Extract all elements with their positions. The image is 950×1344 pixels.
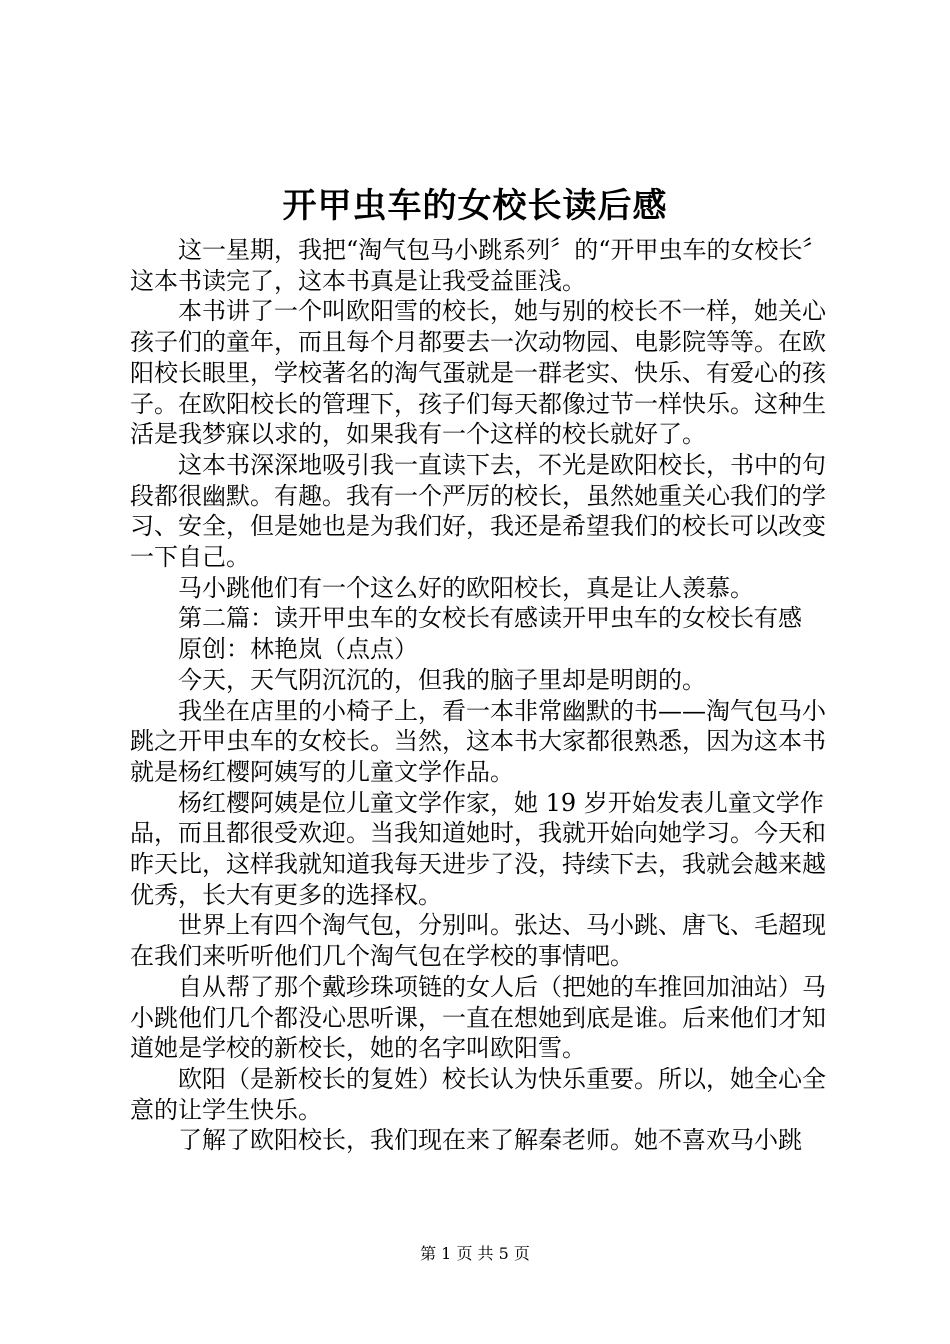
author-line: 原创：林艳岚（点点）: [178, 635, 418, 664]
paragraph: 我坐在店里的小椅子上，看一本非常幽默的书——淘气包马小跳之开甲虫车的女校长。当然，这本书大家都很熟悉，因为这本书就是杨红樱阿姨写的儿童文学作品。: [130, 696, 826, 786]
paragraph: 今天，天气阴沉沉的，但我的脑子里却是明朗的。: [178, 665, 706, 694]
document-body: [130, 235, 840, 1156]
document-title: 开甲虫车的女校长读后感: [282, 186, 668, 226]
paragraph: 这一星期，我把“淘气包马小跳系列〞的“开甲虫车的女校长〞这本书读完了，这本书真是让我受益匪浅。: [130, 236, 827, 295]
paragraph: 了解了欧阳校长，我们现在来了解秦老师。她不喜欢马小跳: [178, 1126, 802, 1155]
paragraph: 马小跳他们有一个这么好的欧阳校长，真是让人羡慕。: [178, 573, 754, 602]
paragraph: 这本书深深地吸引我一直读下去，不光是欧阳校长，书中的句段都很幽默。有趣。我有一个严厉的校长，虽然她重关心我们的学习、安全，但是她也是为我们好，我还是希望我们的校长可以改变一下自己。: [130, 450, 826, 572]
paragraph: 杨红樱阿姨是位儿童文学作家，她 19 岁开始发表儿童文学作品，而且都很受欢迎。当我知道她时，我就开始向她学习。今天和昨天比，这样我就知道我每天进步了没，持续下去，我就会越来越优秀，长大有更多的选择权。: [130, 788, 826, 909]
page-number-footer: 第 1 页 共 5 页: [420, 1244, 530, 1263]
paragraph: 世界上有四个淘气包，分别叫。张达、马小跳、唐飞、毛超现在我们来听听他们几个淘气包在学校的事情吧。: [130, 911, 826, 971]
paragraph: 自从帮了那个戴珍珠项链的女人后（把她的车推回加油站）马小跳他们几个都没心思听课，一直在想她到底是谁。后来他们才知道她是学校的新校长，她的名字叫欧阳雪。: [130, 972, 826, 1063]
paragraph: 欧阳（是新校长的复姓）校长认为快乐重要。所以，她全心全意的让学生快乐。: [130, 1064, 826, 1124]
paragraph: 本书讲了一个叫欧阳雪的校长，她与别的校长不一样，她关心孩子们的童年，而且每个月都要去一次动物园、电影院等等。在欧阳校长眼里，学校著名的淘气蛋就是一群老实、快乐、有爱心的孩子。在欧阳校长的管理下，孩子们每天都像过节一样快乐。这种生活是我梦寐以求的，如果我有一个这样的校长就好了。: [130, 297, 826, 449]
section-heading: 第二篇：读开甲虫车的女校长有感读开甲虫车的女校长有感: [178, 604, 802, 633]
